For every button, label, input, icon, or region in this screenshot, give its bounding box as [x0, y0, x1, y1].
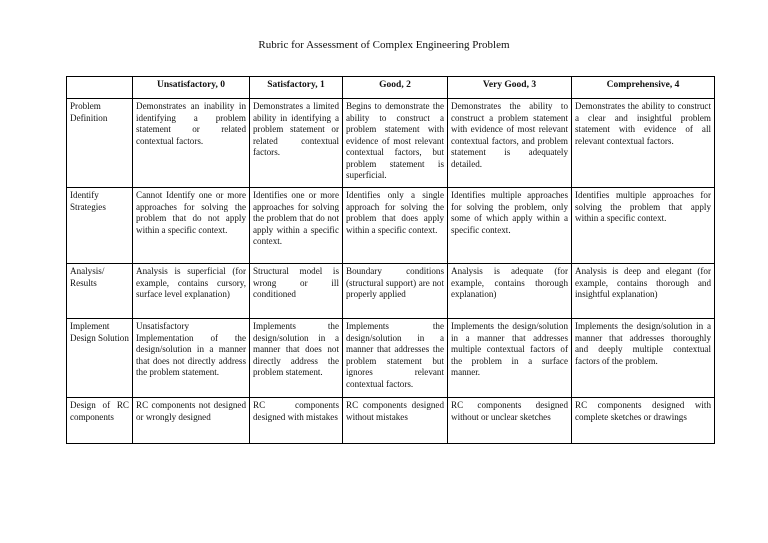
- header-row: [67, 77, 715, 99]
- rubric-cell: Identifies multiple approaches for solving the problem that apply within a specific context.: [572, 188, 715, 264]
- criterion-cell: Problem Definition: [67, 99, 133, 188]
- criterion-cell: Analysis/ Results: [67, 264, 133, 319]
- rubric-table: [66, 76, 715, 444]
- document-title: Rubric for Assessment of Complex Engineering Problem: [258, 39, 510, 51]
- rubric-cell: Identifies only a single approach for solving the problem that does apply within a specific context.: [343, 188, 448, 264]
- criterion-cell: Implement Design Solution: [67, 319, 133, 398]
- rubric-cell: Identifies multiple approaches for solving the problem, only some of which apply within a specific context.: [448, 188, 572, 264]
- rubric-cell: Implements the design/solution in a manner that addresses multiple contextual factors of the problem in a surface manner.: [448, 319, 572, 398]
- rubric-cell: Demonstrates an inability in identifying a problem statement or related contextual factors.: [133, 99, 250, 188]
- rubric-cell: RC components designed with complete sketches or drawings: [572, 398, 715, 444]
- header-cell-very-good: Very Good, 3: [448, 77, 572, 99]
- table-row: [67, 264, 715, 319]
- table-row: [67, 398, 715, 444]
- rubric-cell: Implements the design/solution in a manner that addresses thoroughly and deeply multiple contextual factors of the problem.: [572, 319, 715, 398]
- rubric-cell: Analysis is superficial (for example, contains cursory, surface level explanation): [133, 264, 250, 319]
- rubric-cell: Begins to demonstrate the ability to construct a problem statement with evidence of most relevant contextual factors, but problem statement is superficial.: [343, 99, 448, 188]
- criterion-cell: Identify Strategies: [67, 188, 133, 264]
- rubric-cell: RC components designed with mistakes: [250, 398, 343, 444]
- table-row: [67, 188, 715, 264]
- rubric-cell: Structural model is wrong or ill conditioned: [250, 264, 343, 319]
- rubric-cell: Demonstrates the ability to construct a clear and insightful problem statement with evidence of all relevant contextual factors.: [572, 99, 715, 188]
- table-row: [67, 319, 715, 398]
- rubric-cell: Analysis is adequate (for example, contains thorough explanation): [448, 264, 572, 319]
- rubric-cell: Analysis is deep and elegant (for example, contains thorough and insightful explanation): [572, 264, 715, 319]
- rubric-cell: Implements the design/solution in a manner that does not directly address the problem statement.: [250, 319, 343, 398]
- header-cell-unsatisfactory: Unsatisfactory, 0: [133, 77, 250, 99]
- rubric-cell: RC components not designed or wrongly designed: [133, 398, 250, 444]
- rubric-cell: Cannot Identify one or more approaches for solving the problem that do not apply within a specific context.: [133, 188, 250, 264]
- rubric-cell: Identifies one or more approaches for solving the problem that do not apply within a specific context.: [250, 188, 343, 264]
- header-cell-criterion: [67, 77, 133, 99]
- rubric-cell: Boundary conditions (structural support) are not properly applied: [343, 264, 448, 319]
- rubric-cell: Unsatisfactory Implementation of the design/solution in a manner that does not directly address the problem statement.: [133, 319, 250, 398]
- header-cell-good: Good, 2: [343, 77, 448, 99]
- rubric-cell: Demonstrates a limited ability in identifying a problem statement or related contextual factors.: [250, 99, 343, 188]
- header-cell-comprehensive: Comprehensive, 4: [572, 77, 715, 99]
- rubric-cell: Demonstrates the ability to construct a problem statement with evidence of most relevant contextual factors, and problem statement is adequately detailed.: [448, 99, 572, 188]
- rubric-cell: RC components designed without or unclear sketches: [448, 398, 572, 444]
- table-row: [67, 99, 715, 188]
- criterion-cell: Design of RC components: [67, 398, 133, 444]
- rubric-cell: RC components designed without mistakes: [343, 398, 448, 444]
- rubric-cell: Implements the design/solution in a manner that addresses the problem statement but ignores relevant contextual factors.: [343, 319, 448, 398]
- header-cell-satisfactory: Satisfactory, 1: [250, 77, 343, 99]
